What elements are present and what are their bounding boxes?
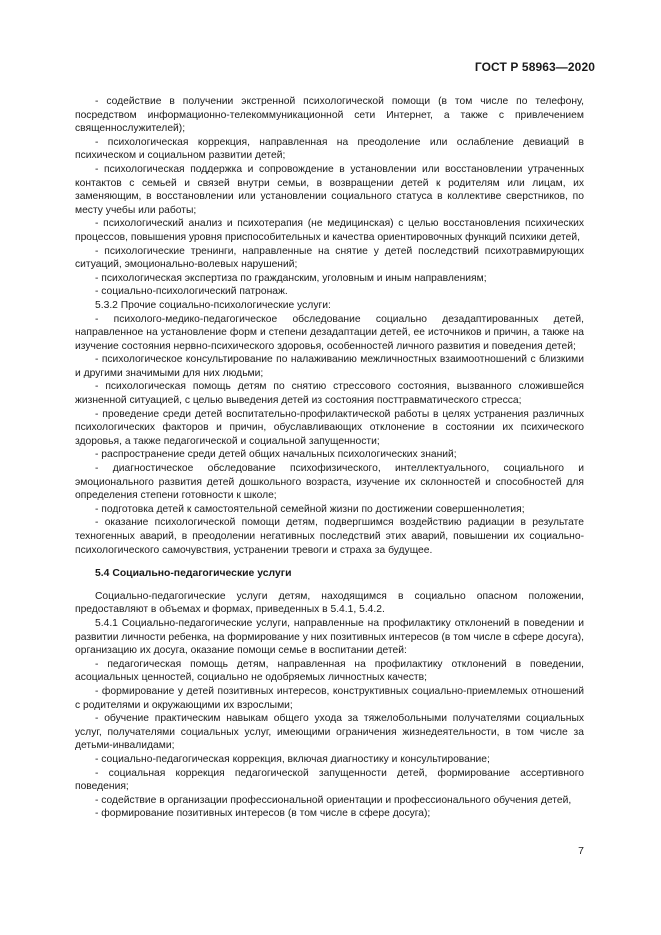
paragraph: - психологическая коррекция, направленная на преодоление или ослабление девиаций в психическом и социальном развитии детей; [75, 136, 584, 162]
paragraph: - обучение практическим навыкам общего ухода за тяжелобольными получателями социальных услуг, получателями социальных услуг, имеющими ограничения жизнедеятельности, в том числе за детьми-инвалидами; [75, 713, 584, 752]
paragraph: - психологическая помощь детям по снятию стрессового состояния, вызванного сложившейся жизненной ситуацией, с целью выведения детей из состояния посттравматического стресса; [75, 381, 584, 407]
paragraph: - психологический анализ и психотерапия (не медицинская) с целью восстановления психических процессов, повышения уровня приспособительных и качества ориентировочных функций психики детей, [75, 218, 584, 243]
paragraph: - социально-психологический патронаж. [95, 286, 288, 298]
paragraph: - распространение среди детей общих начальных психологических знаний; [95, 449, 457, 461]
paragraph: - диагностическое обследование психофизического, интеллектуального, социального и эмоционального развития детей дошкольного возраста, изучение их склонностей и способностей для определения степени готовности к школе; [75, 463, 584, 502]
paragraph: - психолого-медико-педагогическое обследование социально дезадаптированных детей, направленное на установление форм и степени дезадаптации детей, ее источников и причин, а также на изучение состояния нервно-психического здоровья, особенностей личного развития и поведения детей; [75, 313, 584, 352]
paragraph: - социальная коррекция педагогической запущенности детей, формирование ассертивного поведения; [75, 767, 584, 793]
paragraph: - содействие в получении экстренной психологической помощи (в том числе по телефону, посредством информационно-телекоммуникационной сети Интернет, а также с привлечением священнослужителей); [75, 96, 584, 135]
paragraph: Социально-педагогические услуги детям, находящимся в социально опасном положении, предоставляют в объемах и формах, приведенных в 5.4.1, 5.4.2. [75, 590, 584, 616]
paragraph: - психологические тренинги, направленные на снятие у детей последствий психотравмирующих ситуаций, эмоционально-волевых нарушений; [75, 245, 584, 271]
section-heading: 5.4 Социально-педагогические услуги [95, 568, 292, 580]
paragraph: - оказание психологической помощи детям, подвергшимся воздействию радиации в результате техногенных аварий, в преодолении негативных последствий этих аварий, повышении их социально-психологического самочувствия, устранении тревоги и страха за будущее. [75, 517, 584, 556]
body-text [75, 95, 584, 821]
page-number: 7 [578, 845, 584, 857]
paragraph: - психологическая экспертиза по гражданским, уголовным и иным направлениям; [95, 272, 487, 284]
paragraph: - педагогическая помощь детям, направленная на профилактику отклонений в поведении, асоциальных ценностей, социально не одобряемых личностных качеств; [75, 658, 584, 684]
paragraph: - социально-педагогическая коррекция, включая диагностику и консультирование; [95, 753, 490, 765]
standard-code: ГОСТ Р 58963—2020 [474, 60, 595, 74]
paragraph: - содействие в организации профессиональной ориентации и профессионального обучения детей, [95, 794, 572, 806]
paragraph: - психологическая поддержка и сопровождение в установлении или восстановлении утраченных контактов с семьей и связей внутри семьи, в возвращении детей к родителям или лицам, их заменяющим, в восстановлении или установлении социального статуса в коллективе сверстников, по месту учебы или работы; [75, 163, 584, 216]
paragraph: 5.3.2 Прочие социально-психологические услуги: [95, 299, 331, 311]
paragraph: 5.4.1 Социально-педагогические услуги, направленные на профилактику отклонений в поведении и развитии личности ребенка, на формирование у них позитивных интересов (в том числе в сфере досуга), организацию их досуга, оказание помощи семье в воспитании детей: [75, 617, 584, 657]
paragraph: - подготовка детей к самостоятельной семейной жизни по достижении совершеннолетия; [95, 503, 525, 515]
paragraph: - формирование позитивных интересов (в том числе в сфере досуга); [95, 808, 431, 820]
paragraph: - психологическое консультирование по налаживанию межличностных взаимоотношений с близкими и другими значимыми для них людьми; [75, 354, 584, 379]
paragraph: - формирование у детей позитивных интересов, конструктивных социально-приемлемых отношений с родителями и окружающими их взрослыми; [75, 685, 584, 711]
paragraph: - проведение среди детей воспитательно-профилактической работы в целях устранения различных психологических факторов и причин, обуславливающих отклонение в состоянии их психического здоровья, а также педагогической и социальной запущенности; [75, 408, 584, 447]
